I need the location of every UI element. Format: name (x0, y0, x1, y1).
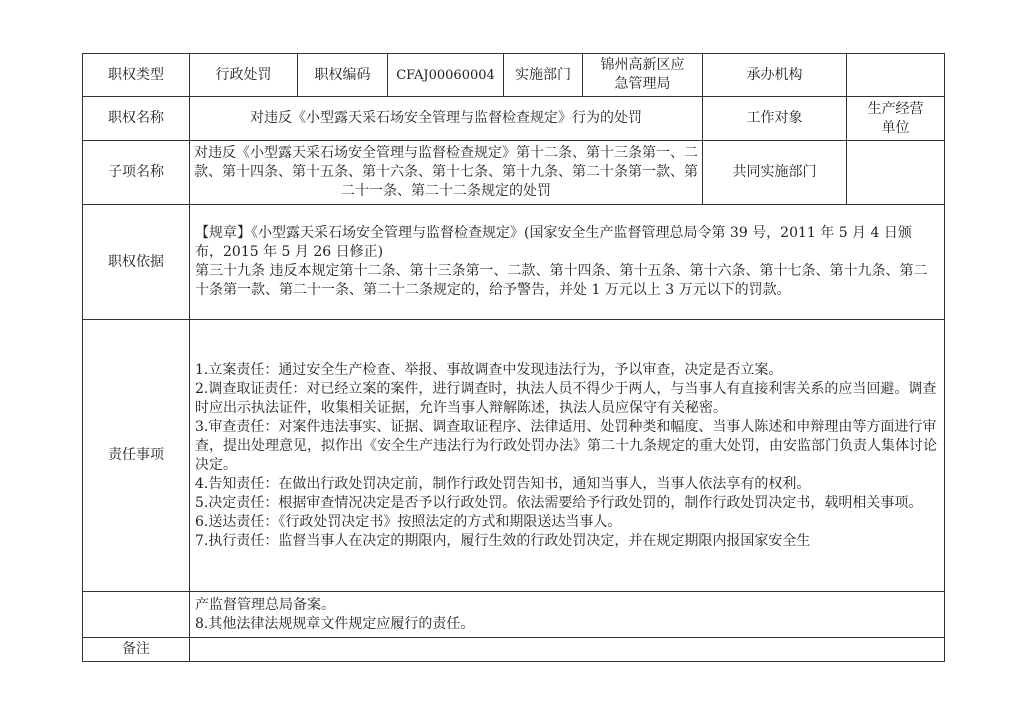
row-sub (83, 141, 945, 205)
object-label: 工作对象 (703, 97, 847, 141)
duty-item: 5.决定责任：根据审查情况决定是否予以行政处罚。依法需要给予行政处罚的，制作行政处罚决定书，载明相关事项。 (195, 494, 923, 511)
continued-label (83, 592, 190, 638)
co-label: 共同实施部门 (703, 141, 847, 205)
remark-label: 备注 (83, 638, 190, 662)
dept-label: 实施部门 (504, 54, 583, 97)
duty-label: 责任事项 (83, 320, 190, 592)
row-duty (83, 320, 945, 592)
type-value: 行政处罚 (190, 54, 298, 97)
duty-item: 1.立案责任：通过安全生产检查、举报、事故调查中发现违法行为，予以审查，决定是否立案。 (195, 361, 783, 378)
duty-item: 6.送达责任：《行政处罚决定书》按照法定的方式和期限送达当事人。 (195, 513, 622, 530)
authority-table (82, 53, 945, 662)
object-value: 生产经营单位 (847, 97, 945, 141)
duty-item: 7.执行责任：监督当事人在决定的期限内，履行生效的行政处罚决定，并在规定期限内报国家安全生 (195, 532, 811, 549)
duty-item: 3.审查责任：对案件违法事实、证据、调查取证程序、法律适用、处罚种类和幅度、当事人陈述和申辩理由等方面进行审查，提出处理意见，拟作出《安全生产违法行为行政处罚办法》第二十九条规定的重大处罚，由安监部门负责人集体讨论决定。 (195, 418, 937, 473)
duty-item: 2.调查取证责任：对已经立案的案件，进行调查时，执法人员不得少于两人，与当事人有直接利害关系的应当回避。调查时应出示执法证件，收集相关证据，允许当事人辩解陈述，执法人员应保守有关秘密。 (195, 380, 937, 416)
basis-paragraph-1: 【规章】《小型露天采石场安全管理与监督检查规定》(国家安全生产监督管理总局令第 39 号，2011 年 5 月 4 日颁布，2015 年 5 月 26 日修正) (195, 225, 912, 260)
sub-value: 对违反《小型露天采石场安全管理与监督检查规定》第十二条、第十三条第一、二款、第十四条、第十五条、第十六条、第十七条、第十九条、第二十条第一款、第二十一条、第二十二条规定的处罚 (190, 141, 703, 205)
sub-label: 子项名称 (83, 141, 190, 205)
remark-value (190, 638, 945, 662)
continued-line: 产监督管理总局备案。 (195, 596, 335, 613)
row-continued (83, 592, 945, 638)
continued-content (190, 592, 945, 638)
org-value (847, 54, 945, 97)
row-remark (83, 638, 945, 662)
row-basis (83, 205, 945, 320)
code-label: 职权编码 (298, 54, 388, 97)
basis-label: 职权依据 (83, 205, 190, 320)
row-name (83, 97, 945, 141)
name-label: 职权名称 (83, 97, 190, 141)
duty-item: 8.其他法律法规规章文件规定应履行的责任。 (195, 615, 475, 632)
name-value: 对违反《小型露天采石场安全管理与监督检查规定》行为的处罚 (190, 97, 703, 141)
duty-item: 4.告知责任：在做出行政处罚决定前，制作行政处罚告知书，通知当事人，当事人依法享有的权利。 (195, 475, 811, 492)
dept-value: 锦州高新区应急管理局 (583, 54, 703, 97)
co-value (847, 141, 945, 205)
type-label: 职权类型 (83, 54, 190, 97)
duty-content (190, 320, 945, 592)
basis-paragraph-2: 第三十九条 违反本规定第十二条、第十三条第一、二款、第十四条、第十五条、第十六条、第十七条、第十九条、第二十条第一款、第二十一条、第二十二条规定的，给予警告，并处 1 万元以上 3 万元以下的罚款。 (195, 263, 928, 298)
row-type (83, 54, 945, 97)
code-value: CFAJ00060004 (388, 54, 504, 97)
basis-content (190, 205, 945, 320)
org-label: 承办机构 (703, 54, 847, 97)
